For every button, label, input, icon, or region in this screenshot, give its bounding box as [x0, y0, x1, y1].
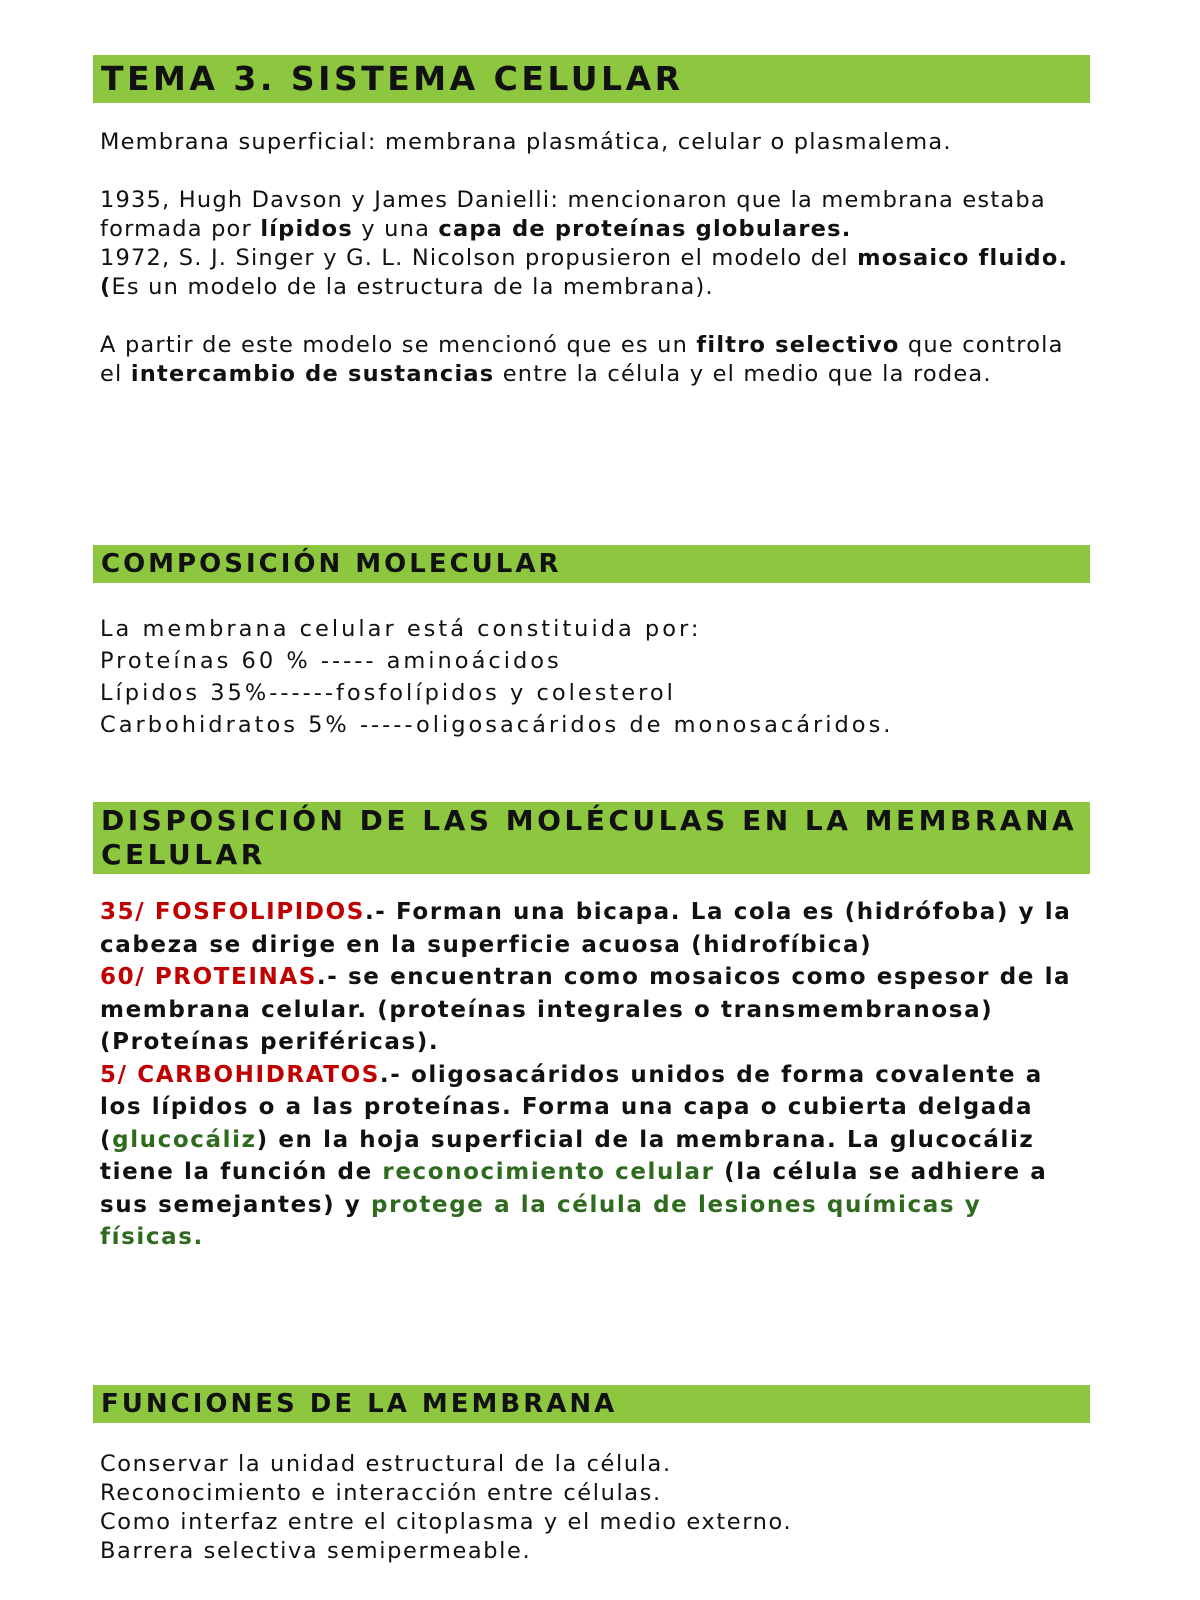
text-span: (la célula se adhiere a sus semejantes) y — [100, 1159, 1048, 1218]
bold-span: mosaico fluido. ( — [100, 245, 1069, 300]
fosfolipidos-label: 35/ FOSFOLIPIDOS — [100, 899, 365, 925]
fosfolipidos-paragraph — [100, 896, 1090, 961]
text-span: .- Forman una bicapa. La cola es (hidrófoba) y la cabeza se dirige en la superficie acuosa (hidrofíbica) — [100, 899, 1072, 958]
function-line: Conservar la unidad estructural de la célula. — [100, 1451, 672, 1477]
text-span: Es un modelo de la estructura de la membrana). — [111, 274, 714, 300]
proteinas-paragraph — [100, 961, 1090, 1059]
intro-paragraph-1935 — [100, 186, 1090, 244]
section-heading-disposicion: DISPOSICIÓN DE LAS MOLÉCULAS EN LA MEMBRANA CELULAR — [93, 802, 1090, 874]
intro-paragraph-membrane: Membrana superficial: membrana plasmática, celular o plasmalema. — [100, 129, 952, 155]
page-title: TEMA 3. SISTEMA CELULAR — [93, 55, 1090, 103]
composition-line: Proteínas 60 % ----- aminoácidos — [100, 648, 562, 674]
carbohidratos-paragraph — [100, 1059, 1090, 1254]
text-span: A partir de este modelo se mencionó que es un — [100, 332, 697, 358]
carbohidratos-label: 5/ CARBOHIDRATOS — [100, 1061, 380, 1088]
composition-line: Carbohidratos 5% -----oligosacáridos de monosacáridos. — [100, 712, 894, 738]
text-span: .- oligosacáridos unidos de forma covalente a los lípidos o a las proteínas. Forma una capa o cubierta delgada ( — [100, 1061, 1043, 1153]
green-term: glucocáliz — [112, 1126, 257, 1153]
bold-span: capa de proteínas globulares. — [438, 216, 852, 242]
intro-paragraph-filter — [100, 331, 1090, 389]
functions-list — [100, 1450, 1090, 1566]
text-span: .- se encuentran como mosaicos como espesor de la membrana celular. (proteínas integrales o transmembranosa) (Proteínas periféricas). — [100, 964, 1072, 1055]
composition-list — [100, 613, 1090, 741]
bold-span: lípidos — [260, 216, 353, 242]
bold-span: intercambio de sustancias — [130, 361, 495, 387]
composition-line: La membrana celular está constituida por: — [100, 616, 702, 642]
intro-section — [100, 128, 1090, 389]
text-span: entre la célula y el medio que la rodea. — [494, 361, 992, 387]
proteinas-label: 60/ PROTEINAS — [100, 964, 317, 990]
function-line: Barrera selectiva semipermeable. — [100, 1538, 532, 1564]
intro-paragraph-1972 — [100, 244, 1090, 302]
text-span: y una — [352, 216, 439, 242]
bold-span: filtro selectivo — [696, 332, 900, 358]
composition-line: Lípidos 35%------fosfolípidos y colesterol — [100, 680, 676, 706]
text-span: que controla el — [100, 332, 1064, 387]
function-line: Como interfaz entre el citoplasma y el medio externo. — [100, 1509, 793, 1535]
text-span: 1935, Hugh Davson y James Danielli: mencionaron que la membrana estaba formada por — [100, 187, 1046, 242]
section-heading-composicion: COMPOSICIÓN MOLECULAR — [93, 545, 1090, 583]
green-term: protege a la célula de lesiones químicas y físicas. — [100, 1191, 982, 1250]
text-span: ) en la hoja superficial de la membrana. La glucocáliz tiene la función de — [100, 1126, 1035, 1185]
green-term: reconocimiento celular — [382, 1159, 715, 1185]
section-heading-funciones: FUNCIONES DE LA MEMBRANA — [93, 1385, 1090, 1423]
disposition-section — [100, 896, 1090, 1254]
function-line: Reconocimiento e interacción entre células. — [100, 1480, 662, 1506]
text-span: 1972, S. J. Singer y G. L. Nicolson propusieron el modelo del — [100, 245, 858, 271]
